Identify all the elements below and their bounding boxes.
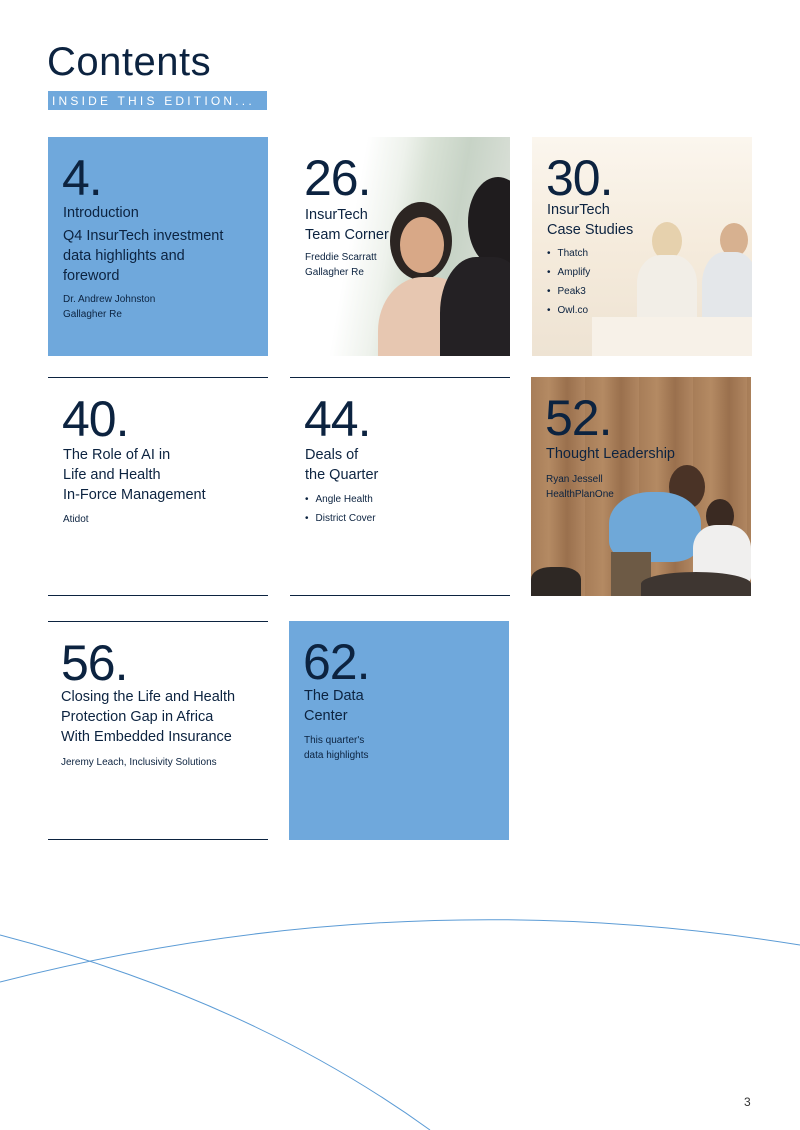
tile-author: Jeremy Leach, Inclusivity Solutions: [61, 757, 217, 768]
list-item: • Thatch: [547, 244, 590, 263]
page-ref-number: 56.: [61, 635, 128, 691]
list-item: • Angle Health: [305, 490, 376, 509]
tile-title: Introduction: [63, 205, 139, 221]
page-title: Contents: [47, 40, 212, 84]
tile-author: Freddie Scarratt Gallagher Re: [305, 252, 377, 278]
page-ref-number: 44.: [304, 391, 371, 447]
page-ref-number: 52.: [545, 390, 612, 446]
page-ref-number: 62.: [303, 634, 370, 690]
page-ref-number: 4.: [62, 150, 102, 206]
tile-title: Thought Leadership: [546, 446, 675, 462]
page-ref-number: 30.: [546, 150, 613, 206]
tile-author: Atidot: [63, 514, 89, 525]
page-number: 3: [744, 1095, 751, 1109]
tile-author: Ryan Jessell HealthPlanOne: [546, 474, 614, 500]
list-item: • Amplify: [547, 263, 590, 282]
list-item: • District Cover: [305, 509, 376, 528]
section-subtitle: INSIDE THIS EDITION...: [48, 91, 267, 110]
page-ref-number: 26.: [304, 150, 371, 206]
tile-title: InsurTech Team Corner: [305, 207, 389, 243]
tile-title: Deals of the Quarter: [305, 447, 379, 483]
list-item: • Owl.co: [547, 301, 590, 320]
tile-description: Q4 InsurTech investment data highlights and foreword: [63, 228, 224, 284]
tile-title: The Role of AI in Life and Health In-Force Management: [63, 447, 206, 503]
tile-title: The Data Center: [304, 688, 364, 724]
tile-author: Dr. Andrew Johnston Gallagher Re: [63, 294, 156, 320]
list-item: • Peak3: [547, 282, 590, 301]
page-ref-number: 40.: [62, 391, 129, 447]
tile-description: This quarter's data highlights: [304, 735, 369, 761]
tile-title: InsurTech Case Studies: [547, 202, 634, 238]
tile-title: Closing the Life and Health Protection Gap in Africa With Embedded Insurance: [61, 689, 236, 745]
